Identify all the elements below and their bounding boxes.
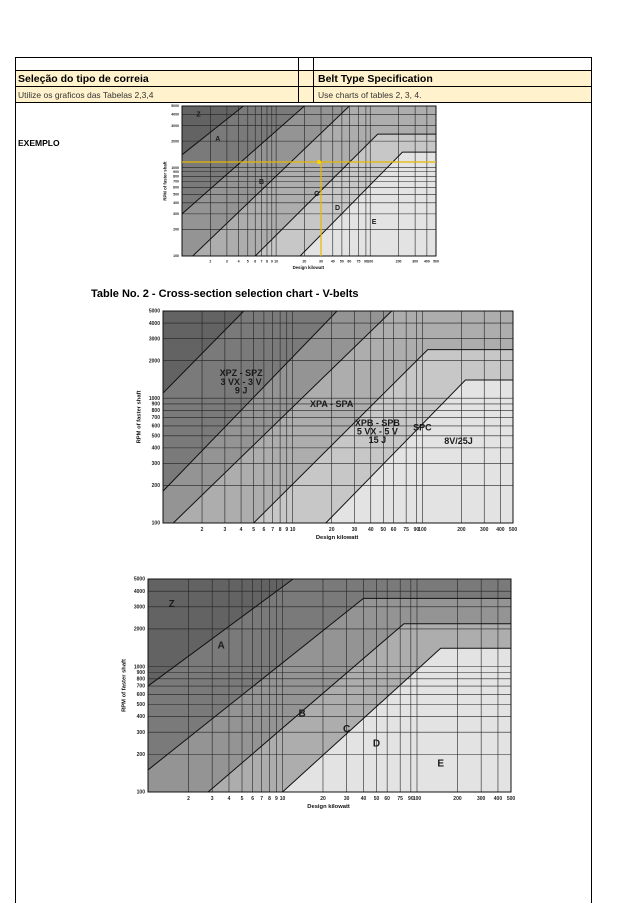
y-tick-label-1000: 1000	[171, 165, 179, 170]
y-tick-label-700: 700	[151, 415, 160, 422]
cell-right-sub[interactable]: Use charts of tables 2, 3, 4.	[314, 87, 591, 102]
x-tick-label-200: 200	[453, 796, 462, 802]
y-tick-label-800: 800	[173, 174, 179, 179]
y-tick-label-4000: 4000	[133, 588, 145, 595]
x-tick-label-8: 8	[266, 259, 268, 264]
x-tick-label-200: 200	[457, 527, 466, 533]
x-tick-label-500: 500	[508, 527, 518, 533]
region-label-3-0: C	[314, 190, 320, 198]
y-tick-label-500: 500	[173, 192, 179, 197]
x-tick-label-10: 10	[289, 527, 296, 533]
x-tick-label-8: 8	[278, 527, 282, 533]
y-tick-label-100: 100	[173, 254, 179, 259]
y-tick-label-4000: 4000	[171, 112, 179, 117]
y-axis-label: RPM of faster shaft	[121, 659, 128, 712]
y-tick-label-2000: 2000	[171, 139, 179, 144]
empty-header-row	[15, 57, 592, 71]
y-tick-label-100: 100	[136, 789, 145, 796]
y-tick-label-200: 200	[173, 227, 179, 232]
table3-chart	[100, 575, 530, 825]
region-label-4-0: D	[372, 738, 381, 750]
y-tick-label-1000: 1000	[133, 664, 145, 671]
cell-empty-2	[299, 58, 314, 70]
region-label-4-0: D	[335, 205, 341, 213]
region-label-5-0: E	[437, 758, 445, 770]
y-tick-label-2000: 2000	[133, 626, 145, 633]
x-tick-label-40: 40	[360, 796, 367, 802]
y-tick-label-5000: 5000	[171, 104, 179, 109]
x-tick-label-10: 10	[279, 796, 286, 802]
y-tick-label-3000: 3000	[148, 336, 160, 343]
subtitle-row	[15, 87, 592, 103]
region-label-0-0: XPZ - SPZ	[219, 368, 263, 379]
region-label-0-0: Z	[168, 598, 175, 610]
x-tick-label-20: 20	[328, 527, 335, 533]
y-tick-label-200: 200	[151, 483, 160, 490]
x-tick-label-9: 9	[270, 259, 273, 264]
table2-title: Table No. 2 - Cross-section selection chart - V-belts	[91, 288, 359, 300]
region-label-1-0: A	[215, 136, 221, 144]
cell-empty-3	[314, 58, 591, 70]
y-tick-label-5000: 5000	[148, 308, 160, 315]
y-tick-label-900: 900	[136, 670, 145, 677]
y-tick-label-300: 300	[173, 212, 179, 217]
x-tick-label-3: 3	[225, 259, 228, 264]
region-label-2-0: B	[259, 179, 265, 187]
y-tick-label-600: 600	[173, 185, 179, 190]
x-axis-label: Design kilowatt	[307, 804, 350, 810]
region-label-1-0: A	[217, 640, 225, 652]
y-tick-label-400: 400	[136, 714, 145, 721]
y-tick-label-2000: 2000	[148, 358, 160, 365]
x-tick-label-50: 50	[339, 259, 344, 264]
x-tick-label-4: 4	[227, 796, 231, 802]
x-tick-label-300: 300	[476, 796, 486, 802]
example-chart	[160, 103, 450, 275]
y-tick-label-700: 700	[173, 179, 179, 184]
y-axis-label: RPM of faster shaft	[162, 161, 168, 201]
y-tick-label-100: 100	[151, 520, 160, 527]
x-tick-label-4: 4	[237, 259, 240, 264]
x-tick-label-5: 5	[246, 259, 249, 264]
x-tick-label-5: 5	[252, 527, 256, 533]
region-label-0-0: Z	[196, 111, 201, 119]
x-tick-label-50: 50	[373, 796, 380, 802]
y-tick-label-900: 900	[151, 401, 160, 408]
x-tick-label-30: 30	[343, 796, 350, 802]
x-tick-label-100: 100	[418, 527, 427, 533]
y-tick-label-800: 800	[151, 407, 160, 414]
y-tick-label-400: 400	[151, 445, 160, 452]
table2-chart	[100, 303, 530, 553]
y-tick-label-600: 600	[151, 423, 160, 430]
y-tick-label-1000: 1000	[148, 395, 160, 402]
y-tick-label-500: 500	[151, 433, 160, 440]
x-tick-label-6: 6	[262, 527, 266, 533]
x-tick-label-90: 90	[363, 259, 368, 264]
x-tick-label-3: 3	[223, 527, 227, 533]
region-label-0-1: 3 VX - 3 V	[220, 376, 262, 387]
x-tick-label-300: 300	[412, 259, 419, 264]
x-tick-label-7: 7	[260, 796, 264, 802]
x-tick-label-75: 75	[403, 527, 409, 533]
x-tick-label-300: 300	[480, 527, 489, 533]
x-tick-label-2: 2	[209, 259, 212, 264]
x-tick-label-75: 75	[397, 796, 403, 802]
y-tick-label-900: 900	[173, 169, 179, 174]
x-tick-label-100: 100	[412, 796, 422, 802]
y-axis-label: RPM of faster shaft	[136, 390, 143, 444]
x-tick-label-2: 2	[187, 796, 190, 802]
y-tick-label-700: 700	[136, 683, 145, 690]
x-tick-label-10: 10	[274, 259, 279, 264]
y-tick-label-300: 300	[136, 729, 145, 736]
x-tick-label-9: 9	[274, 796, 278, 802]
region-label-2-0: XPB - SPB	[354, 417, 400, 428]
y-tick-label-3000: 3000	[133, 604, 145, 611]
x-tick-label-6: 6	[254, 259, 257, 264]
y-tick-label-400: 400	[173, 201, 179, 206]
x-axis-label: Design kilowatt	[292, 265, 325, 270]
x-tick-label-400: 400	[423, 259, 430, 264]
cell-empty-1	[16, 58, 299, 70]
y-tick-label-300: 300	[151, 461, 160, 468]
x-tick-label-75: 75	[356, 259, 361, 264]
region-label-4-0: 8V/25J	[444, 435, 473, 446]
x-tick-label-60: 60	[384, 796, 390, 802]
highlight-point	[317, 160, 321, 164]
example-label: EXEMPLO	[18, 138, 60, 148]
region-label-2-1: 5 VX - 5 V	[356, 426, 398, 437]
y-tick-label-800: 800	[136, 676, 145, 683]
x-tick-label-6: 6	[251, 796, 255, 802]
x-tick-label-7: 7	[271, 527, 274, 533]
y-tick-label-600: 600	[136, 692, 145, 699]
x-tick-label-90: 90	[408, 796, 414, 802]
x-tick-label-500: 500	[506, 796, 516, 802]
x-tick-label-4: 4	[239, 527, 243, 533]
x-tick-label-8: 8	[268, 796, 271, 802]
x-tick-label-20: 20	[320, 796, 326, 802]
x-tick-label-400: 400	[493, 796, 503, 802]
region-label-3-0: C	[343, 724, 351, 736]
cell-spacer-2[interactable]	[299, 87, 314, 102]
x-tick-label-60: 60	[347, 259, 352, 264]
x-tick-label-7: 7	[260, 259, 263, 264]
x-tick-label-30: 30	[319, 259, 323, 264]
x-tick-label-3: 3	[210, 796, 214, 802]
region-label-1-0: XPA - SPA	[310, 399, 354, 410]
region-label-0-2: 9 J	[234, 385, 248, 396]
x-tick-label-50: 50	[380, 527, 387, 533]
x-tick-label-200: 200	[395, 259, 402, 264]
region-label-2-0: B	[298, 708, 306, 720]
x-tick-label-100: 100	[367, 259, 374, 264]
region-label-2-2: 15 J	[368, 435, 387, 446]
x-tick-label-20: 20	[302, 259, 307, 264]
x-tick-label-40: 40	[330, 259, 335, 264]
cell-left-sub[interactable]: Utilize os graficos das Tabelas 2,3,4	[16, 87, 299, 102]
y-tick-label-500: 500	[136, 702, 145, 709]
region-label-3-0: SPC	[413, 422, 432, 433]
y-tick-label-200: 200	[136, 751, 145, 758]
title-row	[15, 71, 592, 87]
x-tick-label-2: 2	[200, 527, 204, 533]
x-tick-label-40: 40	[367, 527, 374, 533]
x-tick-label-5: 5	[240, 796, 244, 802]
y-tick-label-3000: 3000	[171, 123, 179, 128]
cell-spacer[interactable]	[299, 71, 314, 86]
x-axis-label: Design kilowatt	[315, 535, 359, 541]
region-label-5-0: E	[371, 219, 377, 227]
cell-left-title[interactable]: Seleção do tipo de correia	[16, 71, 299, 86]
x-tick-label-90: 90	[413, 527, 420, 533]
x-tick-label-30: 30	[351, 527, 358, 533]
x-tick-label-400: 400	[496, 527, 505, 533]
x-tick-label-60: 60	[390, 527, 397, 533]
cell-right-title[interactable]: Belt Type Specification	[314, 71, 591, 86]
x-tick-label-500: 500	[433, 259, 439, 264]
y-tick-label-4000: 4000	[148, 320, 160, 327]
y-tick-label-5000: 5000	[133, 576, 145, 583]
x-tick-label-9: 9	[285, 527, 289, 533]
